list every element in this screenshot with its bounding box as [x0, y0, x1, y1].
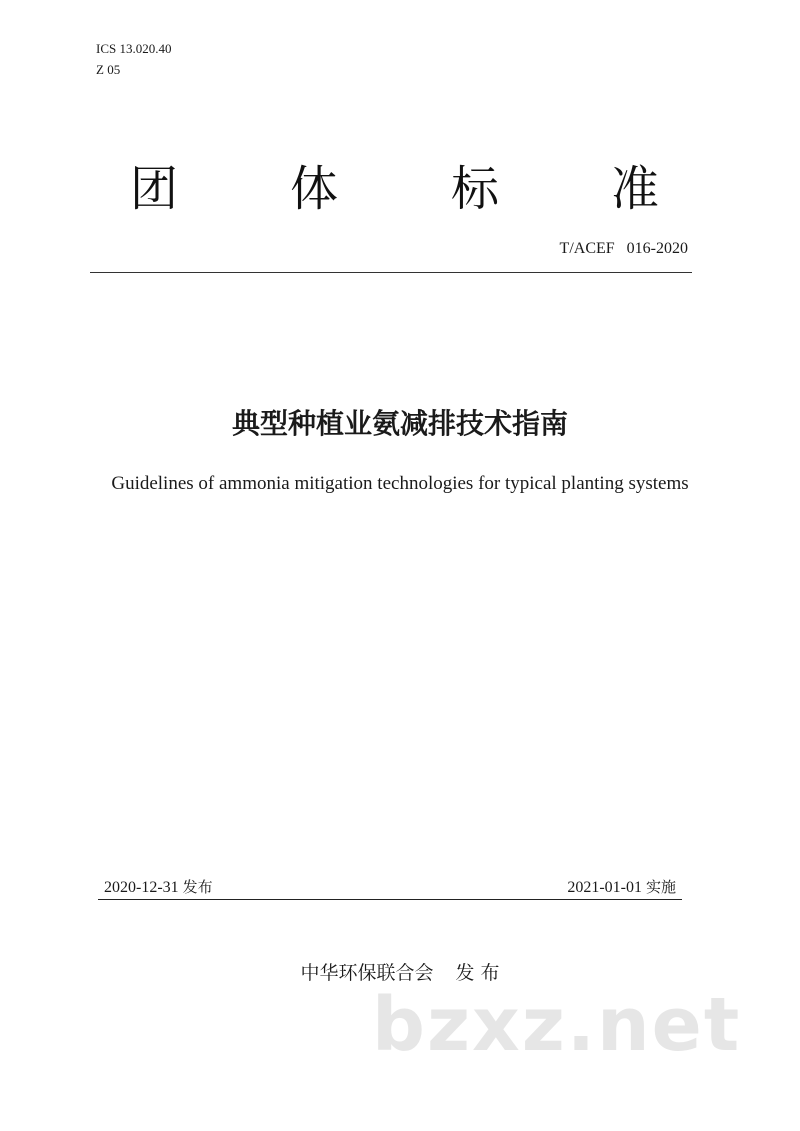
implement-label: 实施 — [645, 878, 676, 896]
standard-type-char-1: 团 — [130, 161, 179, 217]
publish-date-line — [104, 877, 213, 898]
implement-date: 2021-01-01 — [567, 879, 642, 896]
publisher-action: 发 布 — [455, 962, 500, 984]
implement-date-line — [470, 877, 676, 898]
ics-code: ICS 13.020.40 — [96, 41, 172, 56]
document-title-english: Guidelines of ammonia mitigation technologies for typical planting systems — [111, 473, 689, 494]
header-divider — [90, 272, 692, 273]
classification-codes — [96, 41, 171, 83]
publish-label: 发布 — [182, 878, 213, 896]
standard-number: T/ACEF 016-2020 — [559, 240, 688, 257]
document-title-chinese: 典型种植业氨减排技术指南 — [231, 407, 568, 440]
footer-divider — [98, 899, 682, 900]
publisher-name: 中华环保联合会 — [300, 962, 434, 984]
standard-type-char-2: 体 — [290, 161, 339, 217]
ccs-code: Z 05 — [96, 62, 121, 77]
standard-type-char-3: 标 — [451, 161, 500, 217]
publish-date: 2020-12-31 — [104, 879, 179, 896]
standard-type-char-4: 准 — [611, 161, 660, 217]
watermark: bzxz.net — [372, 982, 742, 1068]
